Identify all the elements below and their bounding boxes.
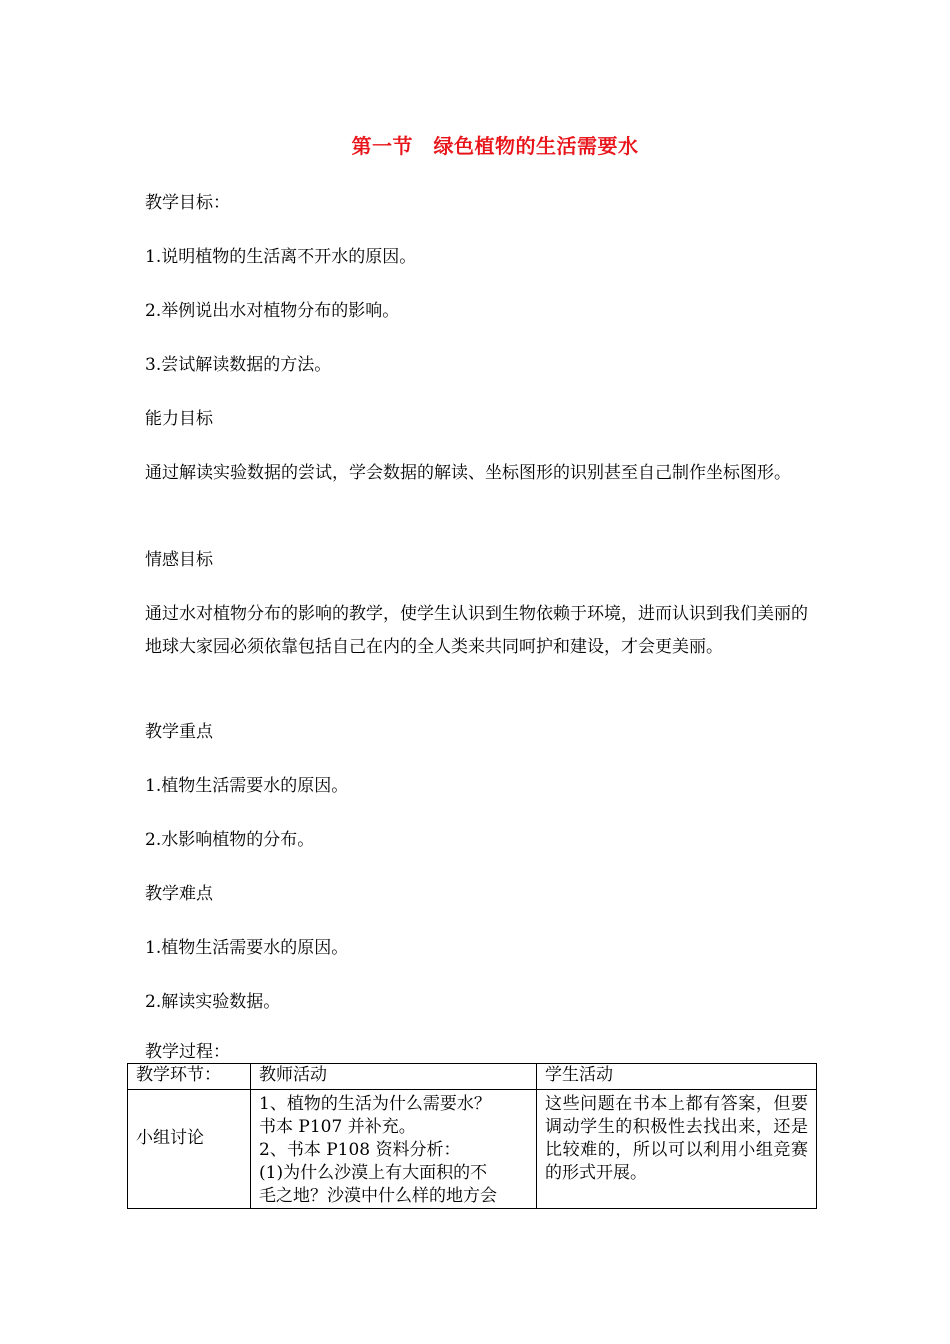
goal-item-1: 1.说明植物的生活离不开水的原因。 bbox=[145, 247, 417, 267]
emotion-heading: 情感目标 bbox=[145, 550, 213, 570]
key-point-item-2: 2.水影响植物的分布。 bbox=[145, 830, 315, 850]
ability-text: 通过解读实验数据的尝试，学会数据的解读、坐标图形的识别甚至自己制作坐标图形。 bbox=[145, 463, 791, 483]
cell-teacher-activity bbox=[251, 1090, 537, 1209]
teacher-activity-line: 2、书本 P108 资料分析： bbox=[259, 1140, 461, 1160]
goal-item-2: 2.举例说出水对植物分布的影响。 bbox=[145, 301, 400, 321]
teaching-process-table bbox=[127, 1063, 817, 1209]
goal-item-3: 3.尝试解读数据的方法。 bbox=[145, 355, 332, 375]
difficulty-item-2: 2.解读实验数据。 bbox=[145, 992, 281, 1012]
teacher-activity-line: 毛之地？沙漠中什么样的地方会 bbox=[259, 1186, 497, 1206]
key-points-heading: 教学重点 bbox=[145, 722, 213, 742]
header-teacher-activity: 教师活动 bbox=[251, 1064, 537, 1090]
page-title: 第一节 绿色植物的生活需要水 bbox=[351, 134, 639, 158]
table-row bbox=[128, 1090, 817, 1209]
header-stage: 教学环节： bbox=[128, 1064, 251, 1090]
teaching-goals-heading: 教学目标： bbox=[145, 193, 230, 213]
cell-stage: 小组讨论 bbox=[128, 1090, 251, 1209]
header-student-activity: 学生活动 bbox=[537, 1064, 817, 1090]
table-header-row bbox=[128, 1064, 817, 1090]
process-heading: 教学过程： bbox=[145, 1042, 230, 1062]
cell-student-activity: 这些问题在书本上都有答案，但要调动学生的积极性去找出来，还是比较难的，所以可以利用小组竞赛的形式开展。 bbox=[537, 1090, 817, 1209]
teacher-activity-line: (1)为什么沙漠上有大面积的不 bbox=[259, 1163, 488, 1183]
difficulty-item-1: 1.植物生活需要水的原因。 bbox=[145, 938, 349, 958]
teacher-activity-line: 1、植物的生活为什么需要水？ bbox=[259, 1094, 491, 1114]
teacher-activity-line: 书本 P107 并补充。 bbox=[259, 1117, 416, 1137]
emotion-text: 通过水对植物分布的影响的教学，使学生认识到生物依赖于环境，进而认识到我们美丽的地球大家园必须依靠包括自己在内的全人类来共同呵护和建设，才会更美丽。 bbox=[145, 604, 808, 657]
key-point-item-1: 1.植物生活需要水的原因。 bbox=[145, 776, 349, 796]
ability-heading: 能力目标 bbox=[145, 409, 213, 429]
difficulties-heading: 教学难点 bbox=[145, 884, 213, 904]
